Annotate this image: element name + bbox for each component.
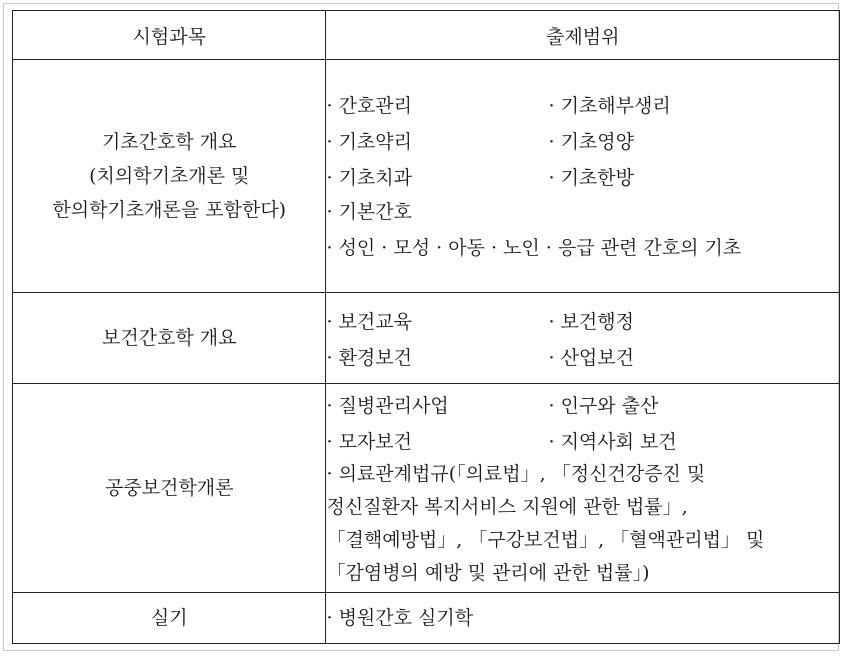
range-cell	[326, 593, 840, 644]
range-pair	[326, 422, 839, 458]
range-item: · 모자보건	[326, 430, 412, 453]
header-subject: 시험과목	[13, 11, 326, 60]
subject-cell	[13, 384, 326, 593]
range-cell	[326, 293, 840, 384]
range-item: · 환경보건	[326, 346, 412, 369]
range-item: · 기초한방	[548, 166, 634, 189]
range-pair	[326, 302, 839, 338]
subject-line: (치의학기초개론 및	[89, 165, 250, 187]
range-pair	[326, 122, 839, 158]
exam-scope-table	[12, 10, 840, 644]
range-item: · 인구와 출산	[548, 394, 659, 417]
subject-cell	[13, 60, 326, 293]
header-range: 출제범위	[326, 11, 840, 60]
subject-line: 보건간호학 개요	[101, 327, 237, 349]
table-row	[13, 60, 840, 293]
range-item: · 간호관리	[326, 94, 412, 117]
table-row	[13, 384, 840, 593]
subject-cell	[13, 593, 326, 644]
range-item: · 보건행정	[548, 310, 634, 333]
subject-line: 기초간호학 개요	[101, 131, 237, 153]
range-cell	[326, 384, 840, 593]
law-line: 정신질환자 복지서비스 지원에 관한 법률」,	[326, 496, 688, 518]
table-header-row	[13, 11, 840, 60]
law-line: 「감염병의 예방 및 관리에 관한 법률」)	[326, 562, 650, 584]
subject-line: 실기	[150, 607, 188, 629]
range-item: · 병원간호 실기학	[326, 607, 474, 629]
range-item: · 기초영양	[548, 130, 634, 153]
range-item: · 질병관리사업	[326, 394, 449, 417]
law-line: · 의료관계법규(「의료법」, 「정신건강증진 및	[326, 463, 706, 485]
table-row	[13, 593, 840, 644]
range-item: · 기초해부생리	[548, 94, 671, 117]
subject-cell	[13, 293, 326, 384]
subject-line: 한의학기초개론을 포함한다)	[52, 199, 287, 221]
range-pair	[326, 338, 839, 374]
range-item: · 기초약리	[326, 130, 412, 153]
range-pair	[326, 386, 839, 422]
range-item: · 지역사회 보건	[548, 430, 677, 453]
subject-line: 공중보건학개론	[105, 477, 234, 499]
range-item: · 보건교육	[326, 310, 412, 333]
range-item: · 산업보건	[548, 346, 634, 369]
range-item: · 기본간호	[326, 201, 412, 223]
range-item: · 기초치과	[326, 166, 412, 189]
range-pair	[326, 158, 839, 194]
table-row	[13, 293, 840, 384]
range-pair	[326, 86, 839, 122]
range-item: · 성인 · 모성 · 아동 · 노인 · 응급 관련 간호의 기초	[326, 237, 742, 259]
document-frame	[3, 3, 839, 651]
law-line: 「결핵예방법」, 「구강보건법」, 「혈액관리법」 및	[326, 529, 765, 551]
range-cell	[326, 60, 840, 293]
